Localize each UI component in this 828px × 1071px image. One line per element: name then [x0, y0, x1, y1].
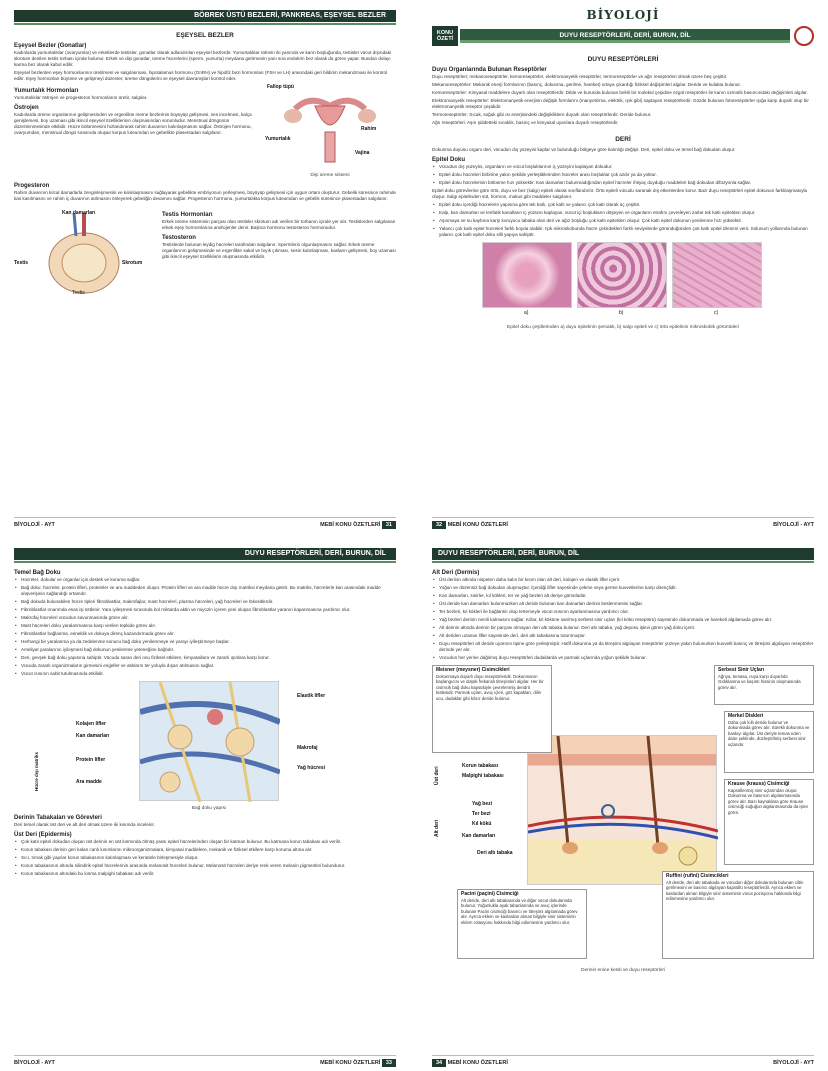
fig-label: Testis — [72, 290, 85, 296]
layer-label: Yağ bezi — [472, 801, 493, 807]
page-33 — [0, 538, 410, 1071]
fig-caption: Dişi üreme sistemi — [310, 173, 350, 178]
box-title: Ruffini (rufini) Cisimcikleri — [666, 873, 729, 879]
list-item: • Bağ doku; hücreler, protein lifleri, proteinler ve ara maddeden oluşur. Protein lifleri ve ara madde hücre dışı matriksi meydana getirir. Bu matriks, hücrelerle kan arasındaki madde alışverişinin sağlandığı ortamdır. — [14, 585, 396, 597]
list-item: • Ter bezleri, kıl kökleri ile bağlantılı olup tertemeyle vücut ısısının ayarlanmasına yardımcı olur. — [432, 609, 814, 615]
paragraph: Ağrı reseptörleri: Aşırı şiddetteki sıcaklık, basınç ve kimyasal uyarılara duyarlı reseptörlerdir. — [432, 120, 619, 125]
pacini-box — [457, 889, 587, 959]
list-item: • Vücudun her yerine dağılmış duyu reseptörleri dudaklarda ve parmak uçlarında yoğun şekilde bulunur. — [432, 655, 814, 661]
paragraph: Epitel doku görevlerine göre örtü, duyu ve bez (salgı) epiteli olarak sınıflandırılır. Örtü epiteli vücudu saranak dış etkenlerden korur. Bazı duyu reseptörleri epitel dokunun farklılaşmasıyla oluşur. Salgı epitelinden süt, hormon, mukus gibi maddeler salgılanır. — [432, 188, 808, 199]
subheading: Derinin Tabakaları ve Görevleri — [14, 815, 102, 821]
paragraph: Dokunma duyusu organı deri, vücudun dış yüzeyini kaplar ve bulunduğu bölgeye göre kalınlığı değişir. Deri, epitel doku ve temel bağ dokudan oluşur. — [432, 147, 736, 152]
layer-label: Korun tabakası — [462, 763, 499, 769]
list-item: • Yoğun ve düzensiz bağ dokudan oluşmuştur. İçerdiği lifler sayesinde çekme veya germe kuvvetlerine karşı dirençlidir. — [432, 585, 814, 591]
box-title: Krause (krauss) Cisimciği — [728, 781, 790, 787]
fig-label: Makrofaj — [297, 745, 318, 751]
subheading: Duyu Organlarında Bulunan Reseptörler — [432, 67, 547, 73]
list-item: • Korun tabakasının altındaki bu kısma malpighi tabakası adı verilir. — [14, 871, 396, 877]
list-item: • Yağ bezleri derinin nemli kalmasını sağlar. Kıllar, kıl köküne sarılmış serbest sinir uçları (kıl kökü reseptörü) sayesinde dokunmada ve hareketi algılamada görev alır. — [432, 617, 814, 623]
fig-label: Yumurtalık — [265, 136, 291, 142]
skin-cross-section — [527, 735, 717, 885]
figure-c — [672, 242, 762, 308]
paragraph: Erkek üreme sisteminin parçası olan testisler skrotum adı verilen bir torbanın içinde yer alır. Testislerden salgılanan erkek eşey hormonlarına androjenler denir. Başlıca hormonu testosteron hormonudur. — [162, 219, 396, 230]
fig-label: Hücre dışı matriks — [34, 751, 39, 791]
list-item: • Üst deride kan damarları bulunmazken alt deride bulunan kan damarları derinin beslenmesini sağlar. — [432, 601, 814, 607]
fig-caption: Epitel doku çeşitlerinden a) duyu epitelinin şematik, b) salgı epiteli ve c) örtü epitelinin mikroskobik görüntüleri — [507, 325, 739, 330]
list-item: • Kan damarları, sinirler, kıl kökleri, ter ve yağ bezleri alt deriye gömülüdür. — [432, 593, 814, 599]
epithelium-figures — [482, 242, 814, 322]
list-item: • Hücreler, dokular ve organlar için destek ve koruma sağlar. — [14, 577, 396, 583]
paragraph: Yumurtalıklar östrojen ve progesteron hormonlarını üretir, salgılar. — [14, 95, 148, 100]
list-item: • Aşınmaya ve su kaybına karşı koruyucu tabaka olan deri ve ağız boşluğu çok katlı epitelden oluşur. Çok katlı epitel dokunun yenilenme hızı yüksektir. — [432, 218, 814, 224]
page-footer — [14, 517, 396, 527]
page-footer — [432, 517, 814, 527]
connective-tissue-figure — [14, 681, 396, 811]
layer-label: Malpighi tabakası — [462, 773, 504, 779]
fig-label: Ara madde — [76, 779, 102, 785]
paragraph: Kadınlarda üreme organlarının gelişmesinden ve ergenlikte meme bezlerinin büyüyüp gelişmesi, ses incelmesi, kalça genişlemesi, boy uzaması gibi ikincil eşeysel özelliklerinin oluşmasından sorumludur. Menstrual döngünün düzenlenmesinde etkilidir. Hücre bölünmesini hızlandırarak rahim duvarının kalınlaşmasını sağlar. Östrojen hormonu, ovaryumdan, menstrual döngü sırasında oluşan korpus luteumdan ve gebelikte plasentadan salgılanır. — [14, 112, 252, 135]
list-item: • Korun tabakası derinin geri kalan canlı kısımlarını mikroorganizmalara, kimyasal maddelere, mekanik ve fiziksel etkilere karşı koruma altına alır. — [14, 847, 396, 853]
subheading: Yumurtalık Hormonları — [14, 88, 79, 94]
krause-box — [724, 779, 814, 865]
layer-label: Ter bezi — [472, 811, 491, 817]
list-item: • Fibroblastlar onarımda esas işi üstlenir. Yara iyileşmesi sırasında bol miktarda aktin ve miyozin içeren yeni oluşan fibroblastlar yaranın kapanmasına yardımcı olur. — [14, 607, 396, 613]
bullet-list — [14, 839, 396, 877]
list-item: • Yalancı çok katlı epitel hücreleri farklı boyda olabilir. Işık mikroskobunda hücre çekirdekleri farklı seviyelerde göründüğünden çok katlı epitel izlenimi verir. Solunum yollarında bulunan yalancı çok katlı epitel doku silli yapıya sahiptir. — [432, 226, 814, 238]
fig-label: Elastik lifler — [297, 693, 326, 699]
list-item: • Herhangi bir yaralanma ya da zedelenme sonucu bağ doku yenilenmeye ve yarayı iyileştirmeye başlar. — [14, 639, 396, 645]
list-item: • Kalp, kan damarları ve lenfatik kanalların iç yüzünü kaplayan, vücut içi boşlukların döşeyen ve organların etrafını çevreleyen zarlar tek katlı epitelden oluşur. — [432, 210, 814, 216]
box-text: Alt deride, deri altı tabakasında ve diğer vücut dokularında bulunur. Yoğunlukla ayak tabanlarında ve avuç içlerinde bulunan Pacini cisimciği basıncı ve titreşimi algılamada görev alır. Ayrıca eklem ve kaslardan alınan bilgiyle sinir sisteminin eklem rotasyonu hakkında bilgi edinmesine yardımcı olur. — [461, 897, 578, 925]
list-item: • Ameliyat yaralarının iyileşmesi bağ dokunun yenilenme yeteneğine bağlıdır. — [14, 647, 396, 653]
skin-section-figure — [432, 665, 814, 965]
page-footer — [432, 1055, 814, 1065]
figure-b — [577, 242, 667, 308]
box-text: Alt deride, deri altı tabakada ve vücudun diğer dokularında bulunan ciltin gerilmesini ve basıncı algılayan kapsüllü reseptörlerdir. Ayrıca eklem ve kaslardan alınan bilgiyle sinir sisteminin vücut pozisyonu hakkında bilgi edinmesine yardımcı olur. — [666, 879, 804, 901]
chapter-banner: BÖBREK ÜSTÜ BEZLERİ, PANKREAS, EŞEYSEL BEZLER — [14, 10, 396, 22]
layer-label: Deri altı tabaka — [477, 850, 513, 856]
box-text: Ağrıya, temasa, ısıya karşı duyarlıdır. Gıdıklanma ve kaşıntı hissinin oluşmasında görev alır. — [718, 673, 801, 690]
page-34 — [418, 538, 828, 1071]
subheading: Üst Deri (Epidermis) — [14, 832, 72, 838]
page-number: 33 — [382, 1059, 396, 1067]
list-item: • Duyu reseptörleri alt deride uyarının tipine göre yerleşmiştir. Hafif dokunma ya da titreşimi algılayan reseptörler yüzeye yakın bulunurken kuvvetli basınç ve titreşimi algılayan reseptörler derinde yer alır. — [432, 641, 814, 653]
figure-a — [482, 242, 572, 308]
fig-label: b) — [619, 310, 624, 316]
list-item: • Vücuda zararlı organizmaların girmesini engeller ve atıkların ter yoluyla dışarı atılmasını sağlar. — [14, 663, 396, 669]
subheading: Östrojen — [14, 105, 39, 111]
layer-label: Kıl kökü — [472, 821, 492, 827]
list-item: • Epitel doku hücrelerinin bölünme hızı yüksektir. Kan damarları bulunmadığından epitel hücreler ihtiyaç duyduğu maddeleri bağ dokudan difüzyonla sağlar. — [432, 180, 814, 186]
footer-series: MEBİ KONU ÖZETLERİ — [447, 1059, 508, 1066]
serbest-box — [714, 665, 814, 705]
side-label: Alt deri — [434, 819, 440, 837]
box-text: Kapsüllenmiş sinir uçlarından oluşur. Dokunma ve basıncın algılanmasında görev alır. Bazı kaynaklara göre Krause cisimciği soğuğun algılanmasında da işlev görür. — [728, 787, 809, 815]
footer-series: MEBİ KONU ÖZETLERİ — [320, 1059, 381, 1066]
box-title: Serbest Sinir Uçları — [718, 667, 765, 673]
list-item: • Mast hücreleri doku yaralanmasına karşı verilen tepkide görev alır. — [14, 623, 396, 629]
page-32 — [418, 0, 828, 533]
fig-label: Protein lifler — [76, 757, 106, 763]
fig-caption: Derinin enine kesiti ve duyu reseptörleri — [581, 968, 665, 973]
subheading: Alt Deri (Dermis) — [432, 570, 480, 576]
footer-subject: BİYOLOJİ - AYT — [14, 1059, 55, 1066]
fig-label: c) — [714, 310, 719, 316]
fig-label: a) — [524, 310, 529, 316]
footer-series: MEBİ KONU ÖZETLERİ — [320, 521, 381, 528]
subheading: Testosteron — [162, 235, 196, 241]
subject-title: BİYOLOJİ — [586, 8, 660, 22]
page-number: 32 — [432, 521, 446, 529]
konu-ozeti-badge: KONU ÖZETİ — [432, 26, 458, 46]
list-item: • Makrofaj hücreleri vücudun savunmasında görev alır. — [14, 615, 396, 621]
merkel-box — [724, 711, 814, 773]
fig-caption: Bağ doku yapısı — [191, 806, 227, 811]
section-heading: DUYU RESEPTÖRLERİ — [587, 56, 659, 63]
paragraph: Eşeysel bezlerden eşey hormonlarının üretilmesi ve salgılanması, hipotalamus hormonu (GnRH) ve hipofiz bezi hormonları (FSH ve LH) arasındaki geri bildirim mekanizması ile kontrol edilir. Eşey hormonları büyüme ve gelişmeyi düzenler, üreme döngülerini ve eşeysel davranışları kontrol eder. — [14, 70, 388, 81]
fig-label: Fallop tüpü — [267, 84, 294, 90]
box-title: Merkel Diskleri — [728, 713, 764, 719]
chapter-banner: DUYU RESEPTÖRLERİ, DERİ, BURUN, DİL — [14, 548, 396, 560]
side-label: Üst deri — [434, 766, 440, 785]
female-reproductive-figure — [265, 84, 395, 179]
list-item: • Alt deriden uzanan lifler sayesinde deri, deri altı tabakasına tutunmuştur. — [432, 633, 814, 639]
subheading: Testis Hormonları — [162, 212, 213, 218]
page-number: 34 — [432, 1059, 446, 1067]
box-text: Dokunmaya duyarlı duyu reseptörleridir. Dokunmanın başlangıcını ve düşük frekanslı titreşimleri algılar. Her bir cisimcik bağ doku kapsülüyle çevrelenmiş dendrit kütlesidir. Parmak uçları, avuç içleri, göz kapakları, dilin ucu, dudaklar gibi kılsız deride bulunur. — [436, 673, 544, 701]
footer-series: MEBİ KONU ÖZETLERİ — [447, 521, 508, 528]
list-item: • Alt derinin altında derinin bir parçası olmayan deri altı tabaka bulunur. Deri altı tabaka, yağ deposu işlevi gören yağ doku içerir. — [432, 625, 814, 631]
section-heading: EŞEYSEL BEZLER — [176, 32, 234, 39]
list-item: • Epitel doku içerdiği hücrelerin yapısına göre tek katlı, çok katlı ve yalancı çok katlı olarak üç çeşittir. — [432, 202, 814, 208]
fig-label: Testis — [14, 260, 29, 266]
topic-header — [432, 26, 814, 46]
footer-subject: BİYOLOJİ - AYT — [773, 521, 814, 528]
section-heading: DERİ — [615, 136, 631, 143]
ruffini-box — [662, 871, 814, 959]
bullet-list — [432, 577, 814, 661]
list-item: • Vücut ısısının sabit tutulmasında etkilidir. — [14, 671, 396, 677]
bullet-list — [432, 202, 814, 238]
subheading: Epitel Doku — [432, 157, 466, 163]
list-item: • Sıcı, tırnak gibi yapılar korun tabakasının kalınlaşması ve keratinle birleşmesiyle oluşur. — [14, 855, 396, 861]
page-31 — [0, 0, 410, 533]
paragraph: Kadınlarda yumurtalıklar (ovaryumlar) ve erkeklerde testisler, gonatlar olarak adlandırılan eşeysel bezlerdir. Yumurtalıklar rahmin iki yanında ve karın boşluğunda, testisler vücut dışındaki skrotum denilen testis torbası içinde bulunur. Erkek ve dişi gonatlar, üreme hücrelerini (sperm, yumurta) meydana getirmenin yanı sıra endokrin bez olarak da görev yapar. Bundan dolayı karma bez olarak kabul edilir. — [14, 50, 392, 67]
bullet-list — [14, 577, 396, 677]
paragraph: Duyu reseptörleri; mekanoreseptörler, kemoreseptörler, elektromanyetik reseptörler, termoreseptörler ve ağrı reseptörleri olmak üzere beş çeşittir. — [432, 74, 728, 79]
subheading: Progesteron — [14, 183, 50, 189]
fig-label: Vajina — [355, 150, 370, 156]
box-text: Daha çok kıllı deride bulunur ve dokunmada görev alır. Sürekli dokunma ve baskıyı algılar. Üst deriyle temas eden daire şeklinde, düzleştirilmiş serbest sinir uçlarıdır. — [728, 719, 810, 747]
list-item: • Deri, gevşek bağ doku yapısına sahiptir. Vücudu saran deri onu fiziksel etkilere, kimyasallara ve zararlı ışınlara karşı korur. — [14, 655, 396, 661]
paragraph: Deri temel olarak üst deri ve alt deri olmak üzere iki kısımda incelenir. — [14, 822, 155, 827]
list-item: • Epitel doku hücreleri birbirine yakın şekilde yerleştiklerinden hücreler arası boşluklar çok azdır ya da yoktur. — [432, 172, 814, 178]
fig-label: Kan damarları — [62, 210, 96, 216]
footer-subject: BİYOLOJİ - AYT — [14, 521, 55, 528]
page-number: 31 — [382, 521, 396, 529]
fig-label: Kan damarları — [76, 733, 110, 739]
subheading: Temel Bağ Doku — [14, 570, 61, 576]
footer-subject: BİYOLOJİ - AYT — [773, 1059, 814, 1066]
layer-label: Kan damarları — [462, 833, 496, 839]
list-item: • Vücudun dış yüzeyini, organların ve vücut boşluklarının iç yüzeyini kaplayan dokudur. — [432, 164, 814, 170]
meissner-box — [432, 665, 552, 753]
chapter-banner: DUYU RESEPTÖRLERİ, DERİ, BURUN, DİL — [432, 548, 814, 560]
paragraph: Elektromanyetik reseptörler: Elektromanyetik enerjinin değişik formlarını (manyetizma, elektrik, ışık gibi) saptayan reseptörlerdir. Gözde bulunan fotoreseptörler ışığa karşı duyarlı olup bir elektromanyetik reseptör çeşididir. — [432, 98, 809, 109]
fig-label: Rahim — [361, 126, 377, 132]
box-title: Meisner (meysner) Cisimcikleri — [436, 667, 510, 673]
list-item: • Fibroblastlar bağlanma, esneklik ve dokuya direnç kazandırmada görev alır. — [14, 631, 396, 637]
subheading: Eşeysel Bezler (Gonatlar) — [14, 43, 87, 49]
bullet-list — [432, 164, 814, 186]
fig-label: Skrotum — [122, 260, 143, 266]
paragraph: Mekanoreseptörler: Mekanik enerji formlarının (basınç, dokunma, gerilme, hareket) ortaya çıkardığı fiziksel değişimleri algılar. Deride ve kulakta bulunur. — [432, 82, 741, 87]
testis-figure — [14, 208, 154, 298]
paragraph: Rahim duvarının kılcal damarlarla zenginleşmesini ve kalınlaşmasını sağlayarak gebelikte embriyonun yerleşmesi, büyüyüp gelişmesi için uygun ortam oluşturur. Gebelik süresince rahimde kas kasılmasını ve rahim iç duvarının atılmasını önleyerek gebeliğin devamını sağlar. Progesteron hormonu, yumurtalıkta korpus luteumdan ve gebelik süresince plasentadan salgılanır. — [14, 190, 396, 201]
list-item: • Üst derinin altında nispeten daha kalın bir kısım olan alt deri, kolajen ve elastik lifler içerir. — [432, 577, 814, 583]
list-item: • Bağ dokuda bulunabilen hücre tipleri fibroblastlar, makrofajlar, mast hücreleri, plazma hücreleri, yağ hücreleri ve lökositlerdir. — [14, 599, 396, 605]
fig-label: Kolajen lifler — [76, 721, 107, 727]
list-item: • Çok katlı epitel dokudan oluşan üst derinin en üst kısmında ölmüş yassı epitel hücrelerinden oluşan bir katman bulunur. Bu katmana korun tabakası adı verilir. — [14, 839, 396, 845]
box-title: Pacini (paçini) Cisimciği — [461, 891, 519, 897]
paragraph: Termoreseptörler: Sıcak, soğuk gibi ısı enerjisindeki değişikliklere duyarlı olan reseptörlerdir. Deride bulunur. — [432, 112, 652, 117]
page-footer — [14, 1055, 396, 1065]
paragraph: Testislerde bulunan leydig hücreleri tarafından salgılanır. Spermlerin olgunlaşmasını sağlar. Erkek üreme organlarının gelişmesinde ve ergenlikte sakal ve bıyık çıkması, sesin kalınlaşması, kasların gelişmesi, boy uzaması gibi ikincil eşeysel özelliklerin oluşmasında etkilidir. — [162, 242, 396, 259]
paragraph: Kemoreseptörler: Kimyasal maddelere duyarlı olan reseptörlerdir. Dilde ve burunda bulunan belirli bir molekül çeşidine özgül reseptörler ile kanın ozmotik basıncındaki değişimleri algılar. — [432, 90, 808, 95]
list-item: • Korun tabakasının altında silindirik epitel hücrelerinin arasında melanosit hücreleri bulunur. Melanosit hücreleri deriye renk veren melanin pigmentini bulundurur. — [14, 863, 396, 869]
topic-bar: DUYU RESEPTÖRLERİ, DERİ, BURUN, DİL — [460, 29, 790, 43]
fig-label: Yağ hücresi — [297, 765, 326, 771]
ministry-logo-icon — [794, 26, 814, 46]
